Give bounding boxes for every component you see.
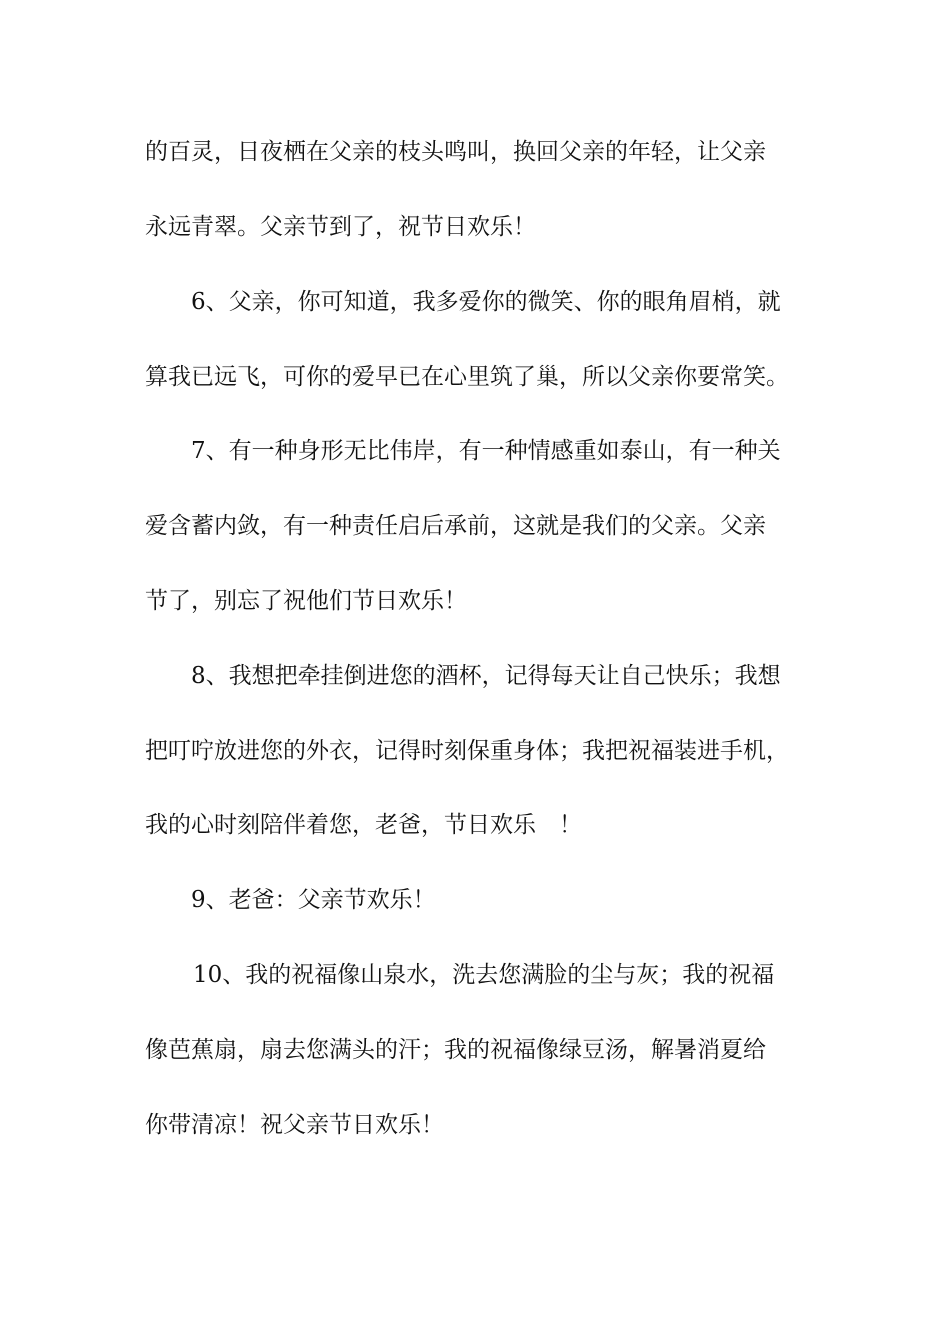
paragraph-10-line: 10、我的祝福像山泉水，洗去您满脸的尘与灰；我的祝福 — [193, 962, 775, 988]
text-line: 节了，别忘了祝他们节日欢乐！ — [145, 588, 467, 614]
text-line: 像芭蕉扇，扇去您满头的汗；我的祝福像绿豆汤，解暑消夏给 — [145, 1037, 766, 1063]
paragraph-8-line: 8、我想把牵挂倒进您的酒杯，记得每天让自己快乐；我想 — [191, 663, 781, 689]
text-line: 算我已远飞，可你的爱早已在心里筑了巢，所以父亲你要常笑。 — [145, 364, 789, 390]
text-line: 把叮咛放进您的外衣，记得时刻保重身体；我把祝福装进手机， — [145, 738, 789, 764]
text-line: 的百灵，日夜栖在父亲的枝头鸣叫，换回父亲的年轻，让父亲 — [145, 139, 766, 165]
text-line: 永远青翠。父亲节到了，祝节日欢乐！ — [145, 214, 536, 240]
text-line: 爱含蓄内敛，有一种责任启后承前，这就是我们的父亲。父亲 — [145, 513, 766, 539]
paragraph-6-line: 6、父亲，你可知道，我多爱你的微笑、你的眼角眉梢，就 — [191, 289, 781, 315]
paragraph-9-line: 9、老爸：父亲节欢乐！ — [191, 887, 436, 913]
paragraph-7-line: 7、有一种身形无比伟岸，有一种情感重如泰山，有一种关 — [191, 438, 781, 464]
text-line: 我的心时刻陪伴着您，老爸，节日欢乐 ！ — [145, 812, 582, 838]
text-line: 你带清凉！祝父亲节日欢乐！ — [145, 1112, 444, 1138]
